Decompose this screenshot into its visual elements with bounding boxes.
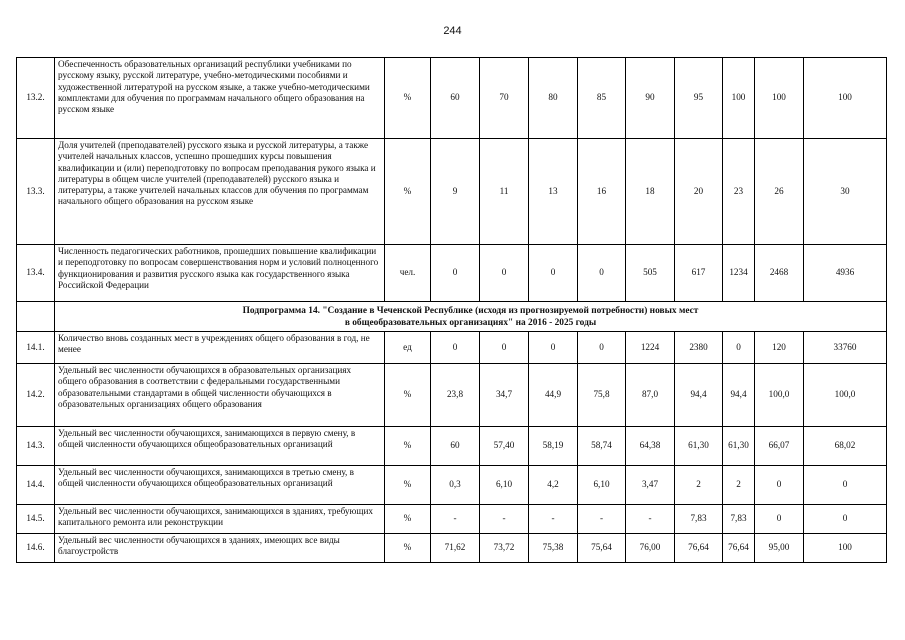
row-value: 85 (578, 58, 626, 139)
row-value: 20 (675, 139, 723, 245)
row-value: 7,83 (675, 505, 723, 534)
row-value: 70 (480, 58, 529, 139)
row-value: 90 (626, 58, 675, 139)
row-description: Численность педагогических работников, прошедших повышение квалификации и переподготовку по вопросам совершенствования норм и условий полноценного функционирования и развития русского языка как государственного языка Российской Федерации (55, 245, 385, 302)
row-number: 14.5. (17, 505, 55, 534)
row-value: 0 (804, 466, 887, 505)
row-value: 26 (755, 139, 804, 245)
section-title-line-2: в общеобразовательных организациях" на 2016 - 2025 годы (344, 317, 597, 328)
row-unit: % (385, 139, 431, 245)
row-value: 100 (804, 534, 887, 563)
row-unit: % (385, 58, 431, 139)
row-value: 76,00 (626, 534, 675, 563)
row-value: 1234 (723, 245, 755, 302)
row-value: 0 (723, 332, 755, 364)
row-value: 30 (804, 139, 887, 245)
row-value: 3,47 (626, 466, 675, 505)
section-row (17, 302, 887, 332)
row-value: 61,30 (723, 427, 755, 466)
row-value: 18 (626, 139, 675, 245)
row-value: 100,0 (755, 364, 804, 427)
row-value: 2 (675, 466, 723, 505)
section-empty-cell (17, 302, 55, 332)
row-value: 23,8 (431, 364, 480, 427)
row-description: Доля учителей (преподавателей) русского языка и русской литературы, а также учителей начальных классов, успешно прошедших курсы повышения квалификации и (или) переподготовку по вопросам преподавания рукого языка и литературы в общем числе учителей (преподавателей) русского языка и литературы, а также учителей начальных классов для обучения по программам начального общего образования на русском языке (55, 139, 385, 245)
row-value: 617 (675, 245, 723, 302)
row-value: - (626, 505, 675, 534)
row-value: - (431, 505, 480, 534)
row-value: 2468 (755, 245, 804, 302)
row-value: 0 (529, 332, 578, 364)
table-row (17, 58, 887, 139)
row-value: 60 (431, 427, 480, 466)
row-value: 0 (431, 245, 480, 302)
row-value: 94,4 (675, 364, 723, 427)
row-value: 73,72 (480, 534, 529, 563)
indicators-table (16, 57, 887, 563)
row-value: - (578, 505, 626, 534)
row-value: 57,40 (480, 427, 529, 466)
row-number: 14.2. (17, 364, 55, 427)
row-value: 66,07 (755, 427, 804, 466)
row-value: 0 (480, 245, 529, 302)
row-value: 1224 (626, 332, 675, 364)
section-title (55, 302, 887, 332)
row-value: 0 (578, 332, 626, 364)
row-value: 76,64 (723, 534, 755, 563)
row-value: 6,10 (480, 466, 529, 505)
row-value: 61,30 (675, 427, 723, 466)
row-number: 13.2. (17, 58, 55, 139)
row-value: 34,7 (480, 364, 529, 427)
row-value: - (480, 505, 529, 534)
row-description: Обеспеченность образовательных организаций республики учебниками по русскому языку, русской литературе, учебно-методическими пособиями и художественной литературой на русском языке, а также учебно-методическими комплектами для обучения по программам начального общего образования на русском языке (55, 58, 385, 139)
table-row (17, 534, 887, 563)
row-value: 0 (578, 245, 626, 302)
row-number: 13.4. (17, 245, 55, 302)
row-value: 44,9 (529, 364, 578, 427)
row-value: 33760 (804, 332, 887, 364)
table-body-top (17, 58, 887, 302)
row-value: 95,00 (755, 534, 804, 563)
row-value: 0 (431, 332, 480, 364)
row-value: 120 (755, 332, 804, 364)
row-value: 11 (480, 139, 529, 245)
row-value: 2380 (675, 332, 723, 364)
table-row (17, 427, 887, 466)
section-header (17, 302, 887, 332)
row-value: 0 (755, 466, 804, 505)
row-value: 100,0 (804, 364, 887, 427)
row-value: 60 (431, 58, 480, 139)
row-description: Удельный вес численности обучающихся, занимающихся в зданиях, требующих капитального ремонта или реконструкции (55, 505, 385, 534)
row-value: 68,02 (804, 427, 887, 466)
row-value: 2 (723, 466, 755, 505)
row-number: 14.3. (17, 427, 55, 466)
row-value: 23 (723, 139, 755, 245)
row-value: 0 (804, 505, 887, 534)
row-number: 14.6. (17, 534, 55, 563)
row-value: 75,8 (578, 364, 626, 427)
row-value: 16 (578, 139, 626, 245)
row-value: 100 (755, 58, 804, 139)
table-row (17, 245, 887, 302)
row-number: 14.4. (17, 466, 55, 505)
page-number: 244 (443, 25, 462, 37)
table-row (17, 466, 887, 505)
row-value: 0,3 (431, 466, 480, 505)
section-title-line-1: Подпрограмма 14. "Создание в Чеченской Республике (исходя из прогнозируемой потребности) новых мест (242, 305, 699, 316)
row-value: 7,83 (723, 505, 755, 534)
row-unit: % (385, 427, 431, 466)
row-unit: % (385, 466, 431, 505)
table-row (17, 139, 887, 245)
row-value: 76,64 (675, 534, 723, 563)
row-unit: % (385, 534, 431, 563)
row-number: 14.1. (17, 332, 55, 364)
row-value: 64,38 (626, 427, 675, 466)
table-row (17, 364, 887, 427)
row-value: 0 (755, 505, 804, 534)
row-value: 6,10 (578, 466, 626, 505)
row-value: 0 (480, 332, 529, 364)
row-value: 58,74 (578, 427, 626, 466)
row-value: 100 (723, 58, 755, 139)
row-value: 80 (529, 58, 578, 139)
row-unit: % (385, 505, 431, 534)
row-value: 4936 (804, 245, 887, 302)
table-row (17, 505, 887, 534)
row-value: 58,19 (529, 427, 578, 466)
row-value: 505 (626, 245, 675, 302)
row-value: 100 (804, 58, 887, 139)
row-value: 75,64 (578, 534, 626, 563)
table-row (17, 332, 887, 364)
row-value: - (529, 505, 578, 534)
row-value: 94,4 (723, 364, 755, 427)
row-unit: чел. (385, 245, 431, 302)
row-value: 0 (529, 245, 578, 302)
row-number: 13.3. (17, 139, 55, 245)
row-value: 87,0 (626, 364, 675, 427)
row-description: Удельный вес численности обучающихся в образовательных организациях общего образования в соответствии с федеральными государственными образовательными стандартами в общей численности обучающихся в образовательных организациях общего образования (55, 364, 385, 427)
row-value: 95 (675, 58, 723, 139)
row-value: 75,38 (529, 534, 578, 563)
row-value: 9 (431, 139, 480, 245)
row-value: 71,62 (431, 534, 480, 563)
row-value: 13 (529, 139, 578, 245)
table-body-bottom (17, 332, 887, 563)
row-description: Удельный вес численности обучающихся, занимающихся в третью смену, в общей численности обучающихся общеобразовательных организаций (55, 466, 385, 505)
row-value: 4,2 (529, 466, 578, 505)
row-description: Удельный вес численности обучающихся, занимающихся в первую смену, в общей численности обучающихся общеобразовательных организаций (55, 427, 385, 466)
row-description: Количество вновь созданных мест в учреждениях общего образования в год, не менее (55, 332, 385, 364)
row-unit: ед (385, 332, 431, 364)
row-unit: % (385, 364, 431, 427)
row-description: Удельный вес численности обучающихся в зданиях, имеющих все виды благоустройств (55, 534, 385, 563)
